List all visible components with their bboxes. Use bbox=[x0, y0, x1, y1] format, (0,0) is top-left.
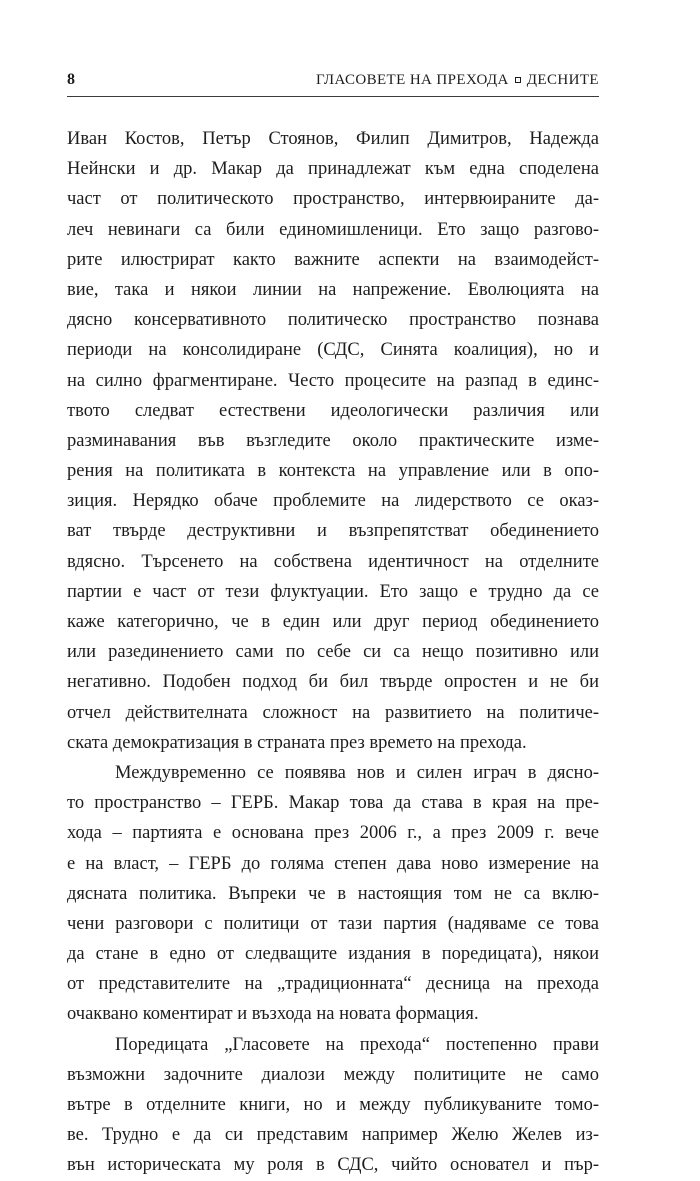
text-line: вие, така и някои линии на напрежение. Еволюцията на bbox=[67, 279, 599, 300]
text-line: от представителите на „традиционната“ десница на прехода bbox=[67, 974, 599, 995]
text-line: дясната политика. Въпреки че в настоящия том не са вклю- bbox=[67, 883, 599, 904]
text-line: Нейнски и др. Макар да принадлежат към една споделена bbox=[67, 159, 599, 180]
text-line: част от политическото пространство, интервюираните да- bbox=[67, 189, 599, 210]
text-line: разминавания във възгледите около практическите изме- bbox=[67, 430, 599, 451]
text-line: е на власт, – ГЕРБ до голяма степен дава ново измерение на bbox=[67, 853, 599, 874]
text-line: отчел действителната сложност на развитието на политиче- bbox=[67, 702, 599, 723]
text-line: Иван Костов, Петър Стоянов, Филип Димитров, Надежда bbox=[67, 129, 599, 149]
text-line: чени разговори с политици от тази партия (надяваме се това bbox=[67, 913, 599, 934]
text-line: възможни задочните диалози между политиците не само bbox=[67, 1064, 599, 1085]
paragraph-first-line: Поредицата „Гласовете на прехода“ постепенно прави bbox=[115, 1034, 599, 1055]
page-number: 8 bbox=[67, 71, 75, 88]
paragraph-last-line: ската демократизация в страната през времето на прехода. bbox=[67, 732, 527, 753]
text-line: то пространство – ГЕРБ. Макар това да става в края на пре- bbox=[67, 793, 599, 814]
text-line: рения на политиката в контекста на управление или в опо- bbox=[67, 461, 599, 482]
running-head-title: ГЛАСОВЕТЕ НА ПРЕХОДА bbox=[315, 72, 509, 88]
text-line: вън историческата му роля в СДС, чийто основател и пър- bbox=[67, 1155, 599, 1176]
text-line: твото следват естествени идеологически различия или bbox=[67, 400, 599, 421]
paragraph-first-line: Междувременно се появява нов и силен играч в дясно- bbox=[115, 762, 599, 783]
running-header bbox=[67, 70, 599, 97]
running-head bbox=[316, 70, 599, 90]
paragraph-last-line: очаквано коментират и възхода на новата формация. bbox=[67, 1004, 479, 1025]
text-line: хода – партията е основана през 2006 г., а през 2009 г. вече bbox=[67, 823, 599, 844]
text-line: вдясно. Търсенето на собствена идентичност на отделните bbox=[67, 551, 599, 572]
text-line: партии е част от тези флуктуации. Ето защо е трудно да се bbox=[67, 581, 599, 602]
text-line: периоди на консолидиране (СДС, Синята коалиция), но и bbox=[67, 340, 599, 361]
text-line: каже категорично, че в един или друг период обединението bbox=[67, 612, 599, 632]
text-line: дясно консервативното политическо пространство познава bbox=[67, 310, 599, 331]
text-line: зиция. Нерядко обаче проблемите на лидерството се оказ- bbox=[67, 491, 599, 512]
text-line: или разединението сами по себе си са нещо позитивно или bbox=[67, 642, 599, 663]
text-line: ве. Трудно е да си представим например Желю Желев из- bbox=[67, 1125, 599, 1146]
text-line: негативно. Подобен подход би бил твърде опростен и не би bbox=[67, 672, 599, 693]
text-line: леч невинаги са били единомишленици. Ето защо разгово- bbox=[67, 219, 599, 240]
text-line: вътре в отделните книги, но и между публикуваните томо- bbox=[67, 1095, 599, 1115]
small-square-icon bbox=[515, 77, 521, 83]
text-line: рите илюстрират както важните аспекти на взаимодейст- bbox=[67, 249, 599, 270]
text-line: да стане в едно от следващите издания в поредицата), някои bbox=[67, 944, 599, 965]
running-head-section: ДЕСНИТЕ bbox=[526, 72, 599, 88]
text-line: на силно фрагментиране. Често процесите на разпад в единс- bbox=[67, 370, 599, 391]
text-line: ват твърде деструктивни и възпрепятстват обединението bbox=[67, 521, 599, 542]
body-text bbox=[67, 124, 599, 1181]
